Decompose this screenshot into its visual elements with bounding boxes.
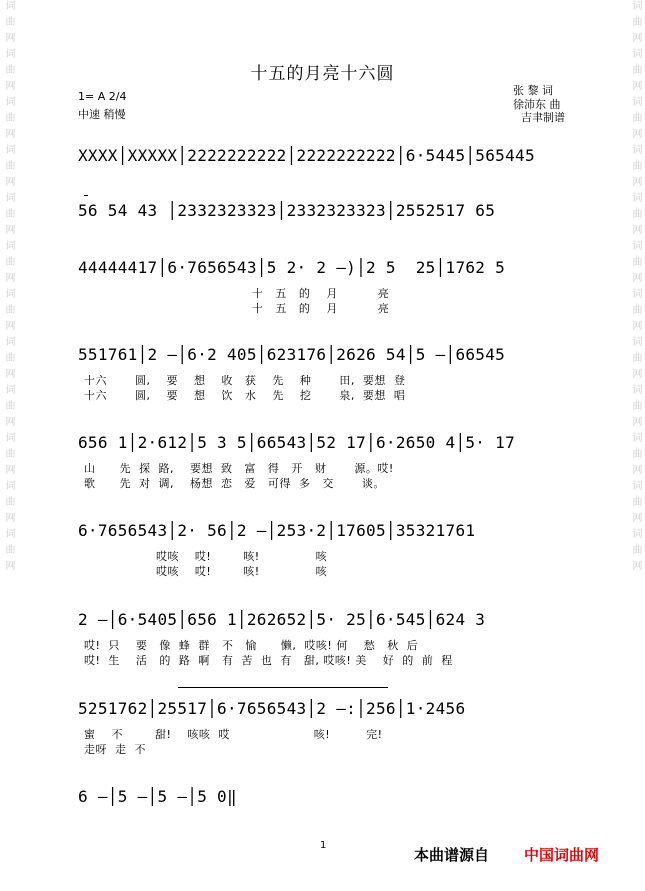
engraver-credit: 吉聿制谱	[521, 111, 565, 124]
footer-site-link[interactable]: 中国词曲网	[524, 846, 600, 864]
lyrics-verse-1: 哎! 只 要 像 蜂 群 不 愉 懒, 哎咳! 何 愁 秋 后	[84, 639, 419, 652]
notation-line: XXXX│XXXXX│2222222222│2222222222│6·5445│565445	[78, 146, 535, 165]
lyrics-verse-2: 哎! 生 活 的 路 啊 有 苦 也 有 甜, 哎咳! 美 好 的 前 程	[84, 654, 453, 667]
notation-line: 44444417│6·7656543│5 2· 2 –)│2 5 25│1762 5	[78, 258, 506, 277]
notation-line: 6·7656543│2· 56│2 –│253·2│17605│35321761	[78, 521, 476, 540]
watermark-left: 词曲网词曲网词曲网词曲网词曲网词曲网词曲网词曲网词曲网词曲网词曲网词曲网	[3, 0, 14, 576]
notation-line: 2 –│6·5405│656 1│262652│5· 25│6·545│624 3	[78, 610, 486, 629]
lyrics-verse-1: 山 先 探 路, 要想 致 富 得 开 财 源。哎!	[84, 462, 394, 475]
notation-line: 5251762│25517│6·7656543│2 –:│256│1·2456	[78, 699, 466, 718]
score-row-9	[78, 787, 568, 835]
lyrics-verse-2: 走呀 走 不	[84, 743, 146, 756]
lyrics-verse-1: 十六 圆, 要 想 收 获 先 种 田, 要想 登	[84, 374, 406, 387]
lyricist-credit: 张 黎 词	[513, 84, 553, 97]
notation-line: 56 54 43 │2332323323│2332323323│2552517 65	[78, 201, 496, 220]
score-row-5	[78, 433, 568, 490]
score-row-3	[78, 258, 568, 315]
lyrics-verse-1: 哎咳 哎! 咳! 咳	[84, 550, 328, 563]
score-row-4	[78, 345, 568, 402]
score-row-2	[78, 201, 568, 249]
score-row-7	[78, 610, 568, 667]
lyrics-verse-1: 蜜 不 甜! 咳咳 哎 咳! 完!	[84, 728, 383, 741]
lyrics-verse-1: 十 五 的 月 亮	[84, 287, 390, 300]
tempo-marking: 中速 稍慢	[78, 108, 126, 121]
score-row-1	[78, 146, 568, 194]
notation-line: 6 –│5 –│5 –│5 0‖	[78, 787, 237, 806]
lyrics-verse-2: 十六 圆, 要 想 饮 水 先 挖 泉, 要想 唱	[84, 389, 406, 402]
key-signature: 1= A 2/4	[78, 90, 127, 103]
lyrics-verse-2: 哎咳 哎! 咳! 咳	[84, 565, 328, 578]
lyrics-verse-2: 歌 先 对 调, 杨想 恋 爱 可得 多 交 谈。	[84, 477, 385, 490]
score-row-8	[78, 699, 568, 756]
composer-credit: 徐沛东 曲	[513, 98, 561, 111]
lyrics-verse-2: 十 五 的 月 亮	[84, 302, 390, 315]
notation-line: 656 1│2·612│5 3 5│66543│52 17│6·2650 4│5· 17	[78, 433, 516, 452]
footer-source: 本曲谱源自	[414, 846, 490, 864]
notation-line: 551761│2 –│6·2 405│623176│2626 54│5 –│66545	[78, 345, 506, 364]
watermark-right: 词曲网词曲网词曲网词曲网词曲网词曲网词曲网词曲网词曲网词曲网词曲网词曲网	[630, 0, 641, 576]
page-number: 1	[320, 840, 327, 851]
score-row-6	[78, 521, 568, 578]
song-title: 十五的月亮十六圆	[250, 64, 395, 84]
